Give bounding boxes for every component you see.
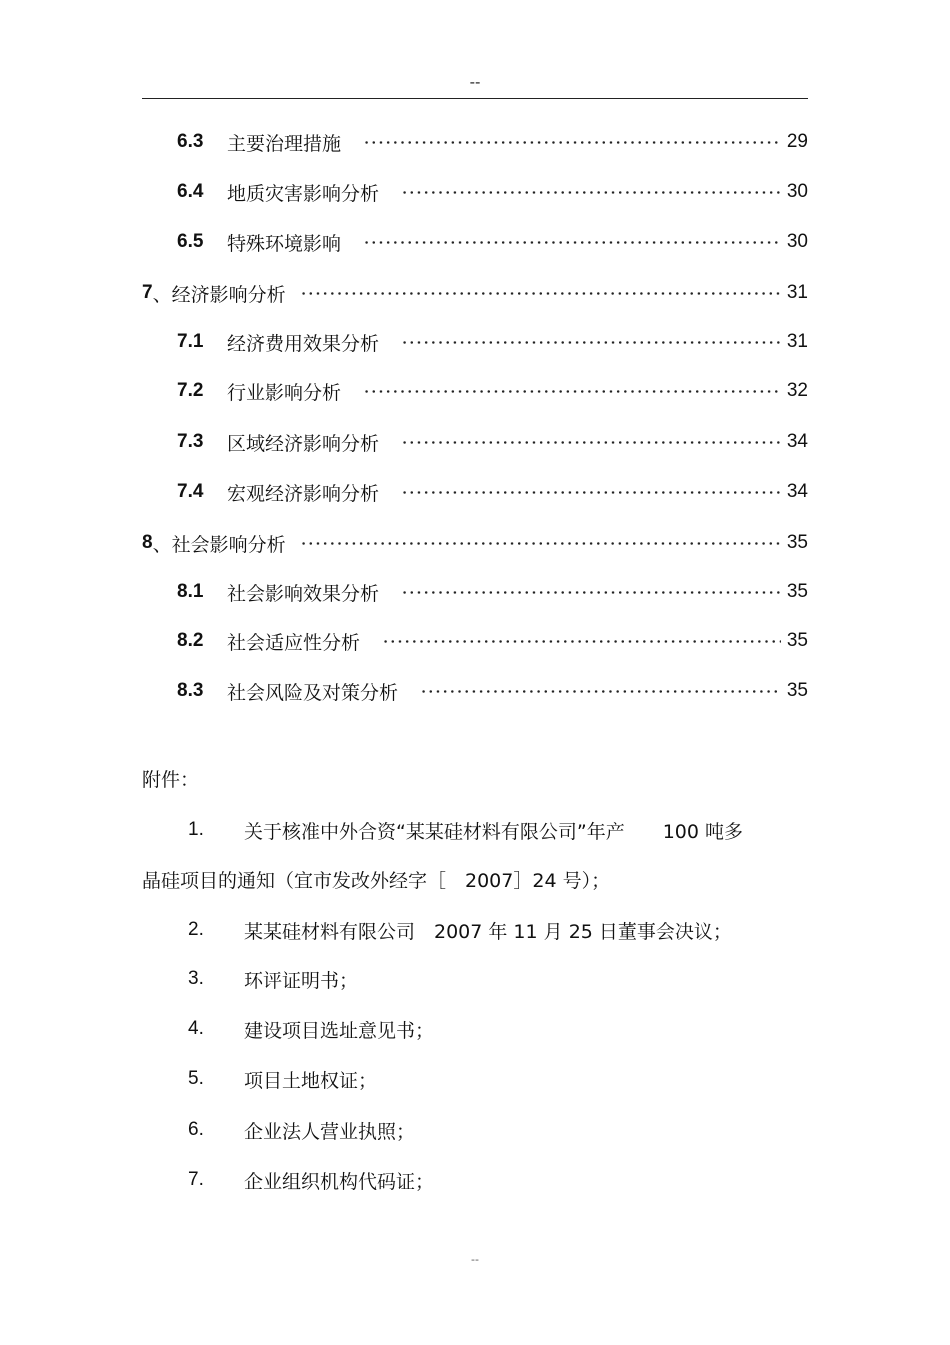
toc-page-number: 34 (786, 481, 808, 502)
attachment-text: 建设项目选址意见书； (244, 1019, 435, 1042)
toc-number: 8 (142, 532, 153, 553)
attachment-text: 企业组织机构代码证； (244, 1170, 435, 1193)
attachment-number: 4. (188, 1018, 204, 1039)
toc-title: 主要治理措施 (227, 132, 342, 155)
attachment-number: 6. (188, 1119, 204, 1140)
toc-row[interactable] (177, 626, 808, 656)
attachment-item (188, 1064, 377, 1094)
toc-leader-dots (420, 690, 781, 693)
toc-number: 8.3 (177, 680, 204, 701)
toc-title: 社会影响效果分析 (227, 582, 380, 605)
attachments-heading: 附件： (142, 769, 200, 791)
attachment-text-continuation: 晶硅项目的通知（宜市发改外经字［ 2007］24 号）； (142, 870, 611, 892)
toc-leader-dots (401, 591, 781, 594)
toc-leader-dots (363, 141, 781, 144)
toc-number: 6.5 (177, 231, 204, 252)
attachment-number: 7. (188, 1169, 204, 1190)
attachment-text: 关于核准中外合资“某某硅材料有限公司”年产 100 吨多 (244, 820, 743, 843)
toc-page-number: 31 (786, 331, 808, 352)
toc-row[interactable] (177, 577, 808, 607)
attachment-number: 5. (188, 1068, 204, 1089)
toc-row[interactable] (177, 327, 808, 357)
toc-page-number: 35 (786, 532, 808, 553)
toc-title: 、社会影响分析 (152, 533, 286, 556)
toc-leader-dots (401, 191, 781, 194)
toc-page-number: 30 (786, 181, 808, 202)
toc-page-number: 35 (786, 680, 808, 701)
attachment-item (188, 1014, 434, 1044)
toc-leader-dots (363, 390, 781, 393)
toc-page-number: 29 (786, 131, 808, 152)
toc-number: 7.3 (177, 431, 204, 452)
attachment-text: 项目土地权证； (244, 1069, 378, 1092)
toc-row[interactable] (177, 177, 808, 207)
toc-number: 6.4 (177, 181, 204, 202)
header-rule (142, 98, 808, 99)
toc-leader-dots (382, 640, 781, 643)
toc-number: 8.1 (177, 581, 204, 602)
toc-row[interactable] (177, 427, 808, 457)
attachment-text: 某某硅材料有限公司 2007 年 11 月 25 日董事会决议； (244, 920, 732, 943)
toc-row[interactable] (142, 278, 808, 308)
toc-leader-dots (300, 542, 781, 545)
toc-number: 7.1 (177, 331, 204, 352)
toc-row[interactable] (177, 227, 808, 257)
toc-title: 宏观经济影响分析 (227, 482, 380, 505)
toc-page-number: 31 (786, 282, 808, 303)
toc-row[interactable] (177, 676, 808, 706)
toc-title: 经济费用效果分析 (227, 332, 380, 355)
toc-row[interactable] (177, 376, 808, 406)
toc-leader-dots (300, 292, 781, 295)
attachment-item (188, 1165, 434, 1195)
attachment-item (188, 815, 743, 845)
toc-title: 社会适应性分析 (227, 631, 361, 654)
toc-title: 区域经济影响分析 (227, 432, 380, 455)
toc-row[interactable] (177, 477, 808, 507)
footer-mark: -- (471, 1253, 479, 1266)
toc-title: 行业影响分析 (227, 381, 342, 404)
attachment-item (188, 915, 732, 945)
toc-number: 7 (142, 282, 153, 303)
attachment-text: 企业法人营业执照； (244, 1120, 416, 1143)
attachment-number: 2. (188, 919, 204, 940)
toc-leader-dots (401, 491, 781, 494)
toc-number: 7.2 (177, 380, 204, 401)
toc-title: 社会风险及对策分析 (227, 681, 399, 704)
toc-number: 8.2 (177, 630, 204, 651)
toc-page-number: 32 (786, 380, 808, 401)
attachment-item (188, 964, 358, 994)
toc-number: 6.3 (177, 131, 204, 152)
toc-leader-dots (363, 241, 781, 244)
attachment-text: 环评证明书； (244, 969, 359, 992)
toc-leader-dots (401, 341, 781, 344)
toc-title: 特殊环境影响 (227, 232, 342, 255)
attachment-item (188, 1115, 415, 1145)
toc-row[interactable] (177, 127, 808, 157)
toc-page-number: 30 (786, 231, 808, 252)
attachment-number: 1. (188, 819, 204, 840)
toc-row[interactable] (142, 528, 808, 558)
toc-number: 7.4 (177, 481, 204, 502)
toc-leader-dots (401, 441, 781, 444)
toc-title: 地质灾害影响分析 (227, 182, 380, 205)
header-mark: -- (469, 73, 481, 91)
toc-title: 、经济影响分析 (152, 283, 286, 306)
toc-page-number: 35 (786, 630, 808, 651)
toc-page-number: 34 (786, 431, 808, 452)
attachment-number: 3. (188, 968, 204, 989)
toc-page-number: 35 (786, 581, 808, 602)
